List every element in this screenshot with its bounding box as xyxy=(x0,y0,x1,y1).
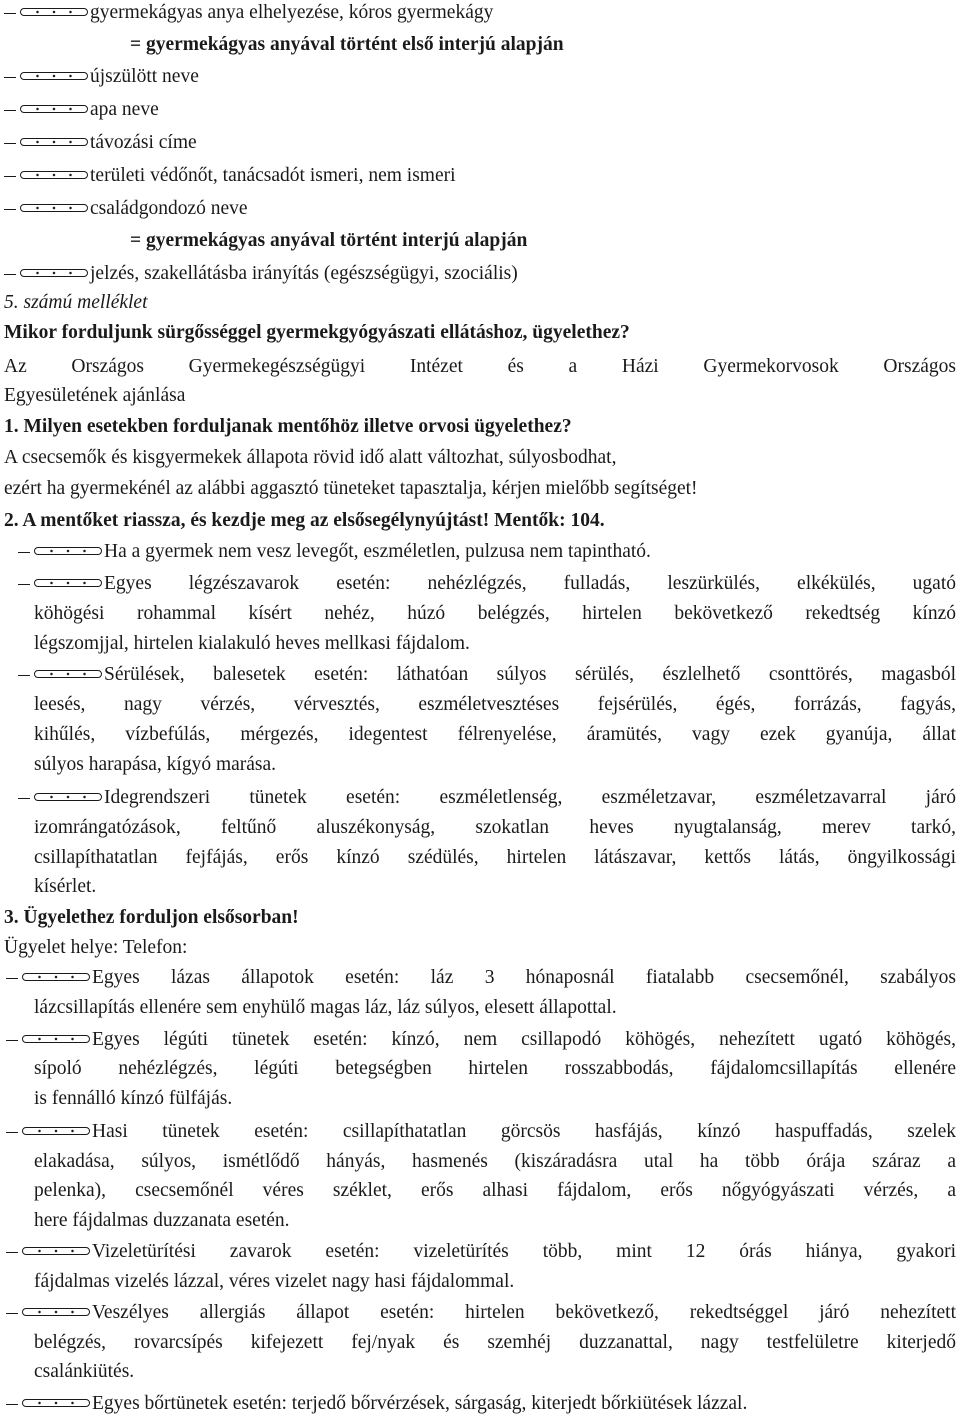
list-item-text: távozási címe xyxy=(90,132,197,153)
paragraph-line: ezért ha gyermekénél az alábbi aggasztó tüneteket tapasztalja, kérjen mielőbb segítséget! xyxy=(4,478,698,499)
list-item-continuation: csillapíthatatlan fejfájás, erős kínzó szédülés, hirtelen látászavar, kettős látás, öngyilkossági xyxy=(34,847,956,868)
list-item-text: Ha a gyermek nem vesz levegőt, eszméletlen, pulzusa nem tapintható. xyxy=(104,541,651,562)
list-item-continuation: lázcsillapítás ellenére sem enyhülő magas láz, láz súlyos, elesett állapottal. xyxy=(34,997,617,1018)
list-item xyxy=(4,132,956,154)
source-line: Az Országos Gyermekegészségügyi Intézet és a Házi Gyermekorvosok Országos xyxy=(4,356,956,377)
list-item-continuation: sípoló nehézlégzés, légúti betegségben hirtelen rosszabbodás, fájdalomcsillapítás ellenére xyxy=(34,1058,956,1079)
list-item xyxy=(6,967,956,989)
list-item-continuation: izomrángatózások, feltűnő aluszékonyság, szokatlan heves nyugtalanság, merev tarkó, xyxy=(34,817,956,838)
list-item xyxy=(4,263,956,285)
source-line: Egyesületének ajánlása xyxy=(4,385,186,406)
list-item xyxy=(6,1241,956,1263)
list-item-text: Idegrendszeri tünetek esetén: eszméletlenség, eszméletzavar, eszméletzavarral járó xyxy=(104,787,956,808)
list-item-text: Veszélyes allergiás állapot esetén: hirtelen bekövetkező, rekedtséggel járó nehezített xyxy=(92,1302,956,1323)
annex-label: 5. számú melléklet xyxy=(4,292,148,313)
list-item-continuation: csalánkiütés. xyxy=(34,1361,135,1382)
list-item-continuation: köhögési rohammal kísért nehéz, húzó belégzés, hirtelen bekövetkező rekedtség kínzó xyxy=(34,603,956,624)
list-item-text: jelzés, szakellátásba irányítás (egészségügyi, szociális) xyxy=(90,263,518,284)
section-heading: 2. A mentőket riassza, és kezdje meg az elsősegélynyújtást! Mentők: 104. xyxy=(4,510,605,531)
list-item xyxy=(4,2,956,24)
list-item-text: Hasi tünetek esetén: csillapíthatatlan görcsös hasfájás, kínzó haspuffadás, szelek xyxy=(92,1121,956,1142)
list-item-text: apa neve xyxy=(90,99,159,120)
list-item-text: családgondozó neve xyxy=(90,198,248,219)
list-item-continuation: here fájdalmas duzzanata esetén. xyxy=(34,1210,290,1231)
paragraph-line: A csecsemők és kisgyermekek állapota rövid idő alatt változhat, súlyosbodhat, xyxy=(4,447,617,468)
list-item-continuation: is fennálló kínzó fülfájás. xyxy=(34,1088,233,1109)
bullet-icon xyxy=(4,2,90,24)
list-item-continuation: elakadása, súlyos, ismétlődő hányás, hasmenés (kiszáradásra utal ha több órája száraz a xyxy=(34,1151,956,1172)
annex-title: Mikor forduljunk sürgősséggel gyermekgyógyászati ellátáshoz, ügyelethez? xyxy=(4,322,630,343)
list-item xyxy=(6,1029,956,1051)
bullet-icon xyxy=(4,263,90,285)
bullet-icon xyxy=(4,132,90,154)
list-item-continuation: fájdalmas vizelés lázzal, véres vizelet nagy hasi fájdalommal. xyxy=(34,1271,515,1292)
list-item xyxy=(18,541,956,563)
list-item-text: Egyes légzészavarok esetén: nehézlégzés, fulladás, leszürkülés, elkékülés, ugató xyxy=(104,573,956,594)
list-item-text: Egyes légúti tünetek esetén: kínzó, nem csillapodó köhögés, nehezített ugató köhögés, xyxy=(92,1029,956,1050)
bullet-icon xyxy=(4,66,90,88)
list-item-continuation: kísérlet. xyxy=(34,876,97,897)
list-item-text: gyermekágyas anya elhelyezése, kóros gyermekágy xyxy=(90,2,494,23)
bullet-icon xyxy=(4,198,90,220)
bullet-icon xyxy=(18,573,104,595)
list-item xyxy=(4,66,956,88)
list-item xyxy=(4,99,956,121)
list-item xyxy=(6,1393,956,1415)
list-item-continuation: pelenka), csecsemőnél véres széklet, erős alhasi fájdalom, erős nőgyógyászati vérzés, a xyxy=(34,1180,956,1201)
section-heading: 3. Ügyelethez forduljon elsősorban! xyxy=(4,907,299,928)
list-item-continuation: kihűlés, vízbefúlás, mérgezés, idegentest félrenyelése, áramütés, vagy ezek gyanúja, állat xyxy=(34,724,956,745)
interview-note: = gyermekágyas anyával történt interjú alapján xyxy=(130,230,528,251)
bullet-icon xyxy=(18,664,104,686)
list-item xyxy=(18,787,956,809)
list-item-text: Egyes bőrtünetek esetén: terjedő bőrvérzések, sárgaság, kiterjedt bőrkiütések lázzal. xyxy=(92,1393,748,1414)
bullet-icon xyxy=(18,541,104,563)
list-item-text: újszülött neve xyxy=(90,66,199,87)
list-item xyxy=(4,198,956,220)
list-item-text: Egyes lázas állapotok esetén: láz 3 hónaposnál fiatalabb csecsemőnél, szabályos xyxy=(92,967,956,988)
list-item-text: Sérülések, balesetek esetén: láthatóan súlyos sérülés, észlelhető csonttörés, magasból xyxy=(104,664,956,685)
duty-line: Ügyelet helye: Telefon: xyxy=(4,937,188,958)
section-heading: 1. Milyen esetekben forduljanak mentőhöz illetve orvosi ügyelethez? xyxy=(4,416,572,437)
list-item-continuation: leesés, nagy vérzés, vérvesztés, eszméletvesztéses fejsérülés, égés, forrázás, fagyás, xyxy=(34,694,956,715)
list-item xyxy=(6,1121,956,1143)
list-item-continuation: belégzés, rovarcsípés kifejezett fej/nyak és szemhéj duzzanattal, nagy testfelületre kiterjedő xyxy=(34,1332,956,1353)
bullet-icon xyxy=(6,1121,92,1143)
bullet-icon xyxy=(6,1241,92,1263)
list-item-text: Vizeletürítési zavarok esetén: vizeletürítés több, mint 12 órás hiánya, gyakori xyxy=(92,1241,956,1262)
bullet-icon xyxy=(6,967,92,989)
list-item xyxy=(18,664,956,686)
bullet-icon xyxy=(4,99,90,121)
list-item xyxy=(18,573,956,595)
bullet-icon xyxy=(6,1029,92,1051)
list-item-text: területi védőnőt, tanácsadót ismeri, nem ismeri xyxy=(90,165,456,186)
bullet-icon xyxy=(6,1393,92,1415)
bullet-icon xyxy=(6,1302,92,1324)
bullet-icon xyxy=(4,165,90,187)
list-item-continuation: súlyos harapása, kígyó marása. xyxy=(34,754,277,775)
list-item xyxy=(4,165,956,187)
list-item-continuation: légszomjjal, hirtelen kialakuló heves mellkasi fájdalom. xyxy=(34,633,470,654)
bullet-icon xyxy=(18,787,104,809)
interview-note: = gyermekágyas anyával történt első interjú alapján xyxy=(130,34,564,55)
list-item xyxy=(6,1302,956,1324)
